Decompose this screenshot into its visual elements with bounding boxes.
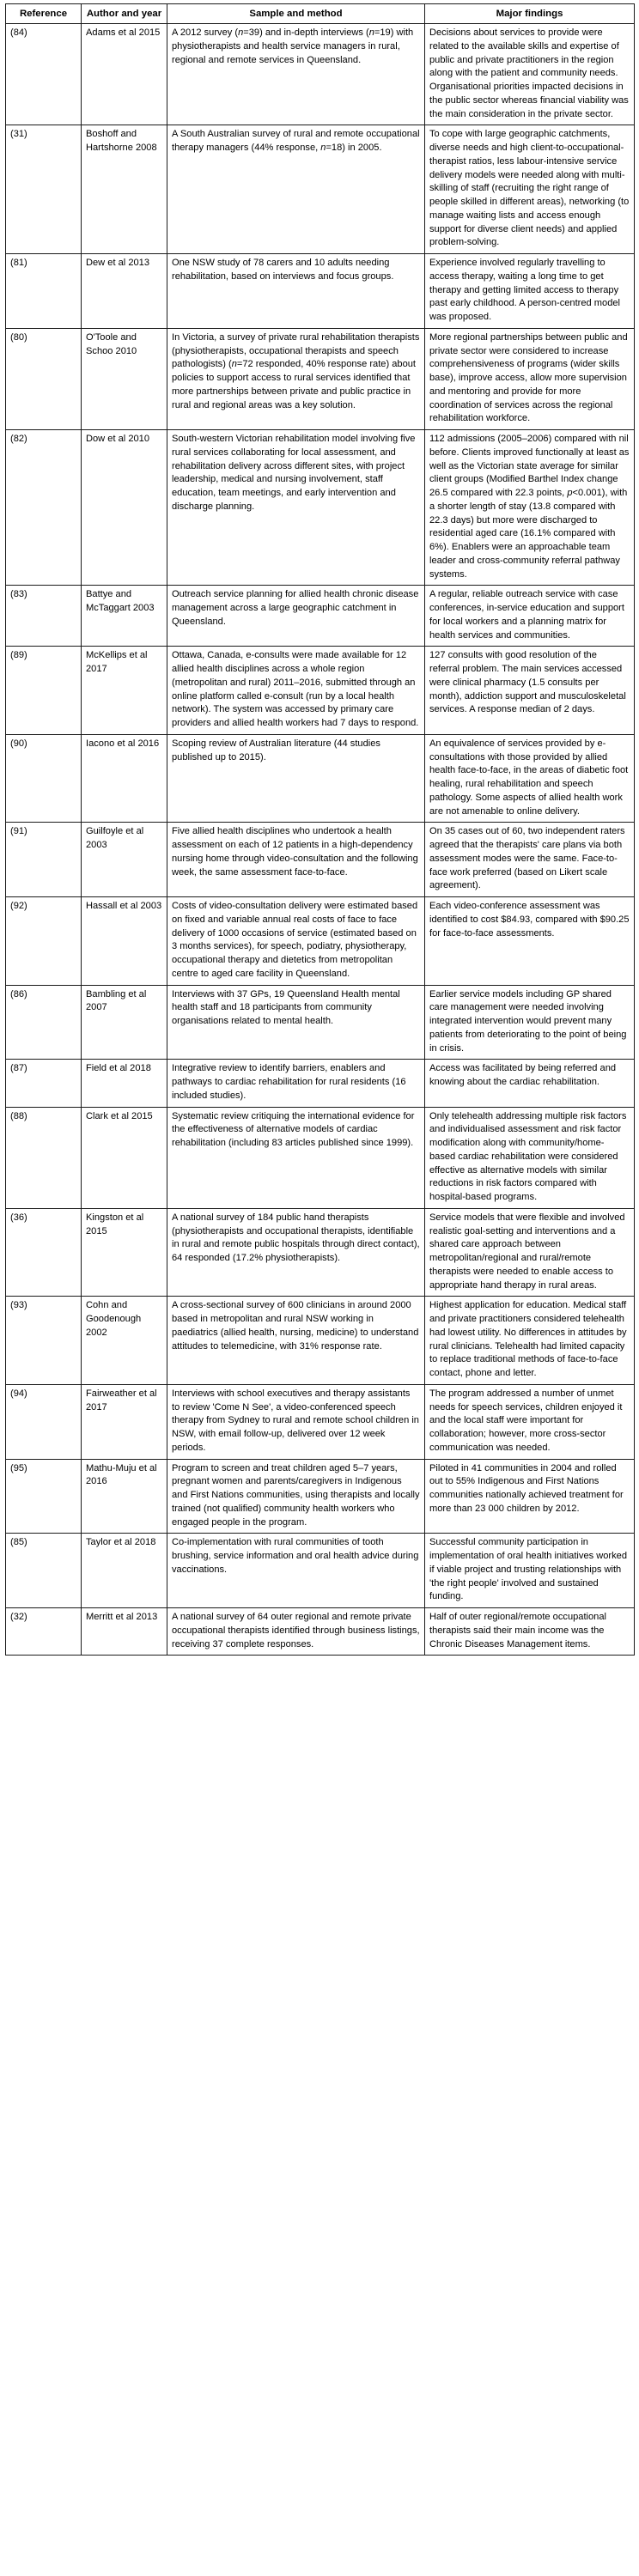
cell-major-findings (425, 1208, 635, 1297)
cell-sample-method (167, 254, 425, 329)
cell-sample-method-text: One NSW study of 78 carers and 10 adults needing rehabilitation, based on interviews and focus groups. (172, 258, 394, 282)
cell-sample-method-text: Interviews with school executives and therapy assistants to review 'Come N See', a video-conferenced speech therapy from Sydney to rural and remote school children in NSW, with email follow-up, delivered over 12 week periods. (172, 1388, 419, 1453)
cell-sample-method (167, 1534, 425, 1608)
cell-major-findings (425, 1384, 635, 1459)
table-row (6, 734, 635, 823)
cell-sample-method-text: In Victoria, a survey of private rural rehabilitation therapists (physiotherapists, occupational therapists and speech pathologists) (n=72 responded, 40% response rate) about policies to support access to rural services identified that more partnerships between private and public practice in rural and regional areas was a key solution. (172, 331, 420, 410)
cell-major-findings-text: Service models that were flexible and involved realistic goal-setting and interventions and a shared care approach between metropolitan/regional and rural/remote therapists were needed to enable access to appropriate hand therapy in rural areas. (429, 1212, 625, 1291)
cell-sample-method (167, 647, 425, 735)
cell-sample-method (167, 985, 425, 1060)
cell-author-year-text: McKellips et al 2017 (86, 650, 148, 675)
cell-major-findings-text: 127 consults with good resolution of the referral problem. The main services accessed were clinical pharmacy (1.5 consults per month), addiction support and musculoskeletal services. A response median of 2 days. (429, 650, 626, 715)
cell-reference (6, 430, 82, 586)
cell-author-year (82, 985, 167, 1060)
cell-reference-text: (84) (10, 27, 27, 39)
cell-sample-method-text: A national survey of 64 outer regional and remote private occupational therapists identified through business listings, receiving 37 complete responses. (172, 1612, 420, 1649)
cell-major-findings (425, 1297, 635, 1385)
table-row (6, 647, 635, 735)
cell-author-year (82, 125, 167, 254)
table-row (6, 1384, 635, 1459)
table-row (6, 254, 635, 329)
cell-author-year (82, 328, 167, 429)
cell-author-year (82, 1208, 167, 1297)
cell-major-findings-text: Successful community participation in implementation of oral health initiatives worked if viable project and trusting relationships with 'the right people' involved and sustained funding. (429, 1537, 628, 1602)
cell-reference-text: (90) (10, 738, 27, 749)
table-row (6, 823, 635, 897)
table-row (6, 125, 635, 254)
cell-sample-method (167, 586, 425, 647)
cell-reference-text: (95) (10, 1462, 27, 1473)
cell-sample-method-text: A national survey of 184 public hand therapists (physiotherapists and occupational therapists, identifiable in rural and remote public hospitals through direct contact), 64 responded (17.2% physiotherapists). (172, 1212, 420, 1264)
cell-sample-method-text: Outreach service planning for allied health chronic disease management across a large geographic catchment in Queensland. (172, 589, 419, 627)
cell-major-findings-text: Half of outer regional/remote occupational therapists said their main income was the Chronic Diseases Management items. (429, 1612, 606, 1649)
cell-author-year-text: Merritt et al 2013 (86, 1612, 158, 1623)
cell-reference (6, 1459, 82, 1534)
cell-major-findings (425, 823, 635, 897)
cell-reference (6, 1534, 82, 1608)
cell-author-year-text: Iacono et al 2016 (86, 738, 160, 749)
cell-sample-method (167, 1107, 425, 1208)
evidence-table (5, 3, 635, 1656)
cell-major-findings-text: 112 admissions (2005–2006) compared with nil before. Clients improved functionally at least as well as the Victorian state average for similar client groups (Modified Barthel Index change 26.5 compared with 22.3 points, p<0.001), with a shorter length of stay (13.8 compared with 22.3 days) but more were discharged to residential aged care (16.1% compared with 6%). Enablers were an approachable team leader and cross-community referral pathway systems. (429, 434, 630, 580)
cell-major-findings-text: Experience involved regularly travelling to access therapy, waiting a long time to get therapy and getting limited access to therapy past early childhood. A person-centred model was proposed. (429, 258, 621, 323)
cell-sample-method-text: A 2012 survey (n=39) and in-depth interviews (n=19) with physiotherapists and health service managers in rural, regional and remote services in Queensland. (172, 27, 414, 65)
cell-major-findings (425, 125, 635, 254)
cell-reference-text: (80) (10, 331, 27, 343)
cell-author-year (82, 1107, 167, 1208)
cell-reference-text: (83) (10, 589, 27, 600)
table-row (6, 1534, 635, 1608)
cell-sample-method-text: Interviews with 37 GPs, 19 Queensland Health mental health staff and 18 participants from community organisations related to mental health. (172, 988, 400, 1027)
cell-author-year (82, 823, 167, 897)
cell-sample-method-text: Ottawa, Canada, e-consults were made available for 12 allied health disciplines across a whole region (metropolitan and rural) 2011–2016, submitted through an online platform called e-consult (run by a local health network). The system was accessed by primary care providers and allied health workers had 7 days to respond. (172, 650, 419, 729)
cell-author-year (82, 430, 167, 586)
column-header-sample-method: Sample and method (167, 4, 425, 24)
cell-reference (6, 823, 82, 897)
table-row (6, 1060, 635, 1107)
cell-author-year (82, 254, 167, 329)
cell-reference (6, 734, 82, 823)
cell-major-findings (425, 430, 635, 586)
cell-reference (6, 328, 82, 429)
table-row (6, 1608, 635, 1656)
cell-author-year-text: Guilfoyle et al 2003 (86, 826, 144, 851)
cell-reference-text: (86) (10, 988, 27, 999)
cell-major-findings (425, 1060, 635, 1107)
cell-reference-text: (93) (10, 1300, 27, 1311)
column-header-author-year: Author and year (82, 4, 167, 24)
cell-sample-method-text: A cross-sectional survey of 600 clinicians in around 2000 based in metropolitan and rural NSW working in paediatrics (allied health, nursing, medicine) to understand attitudes to telemedicine, with 31% response rate. (172, 1300, 419, 1352)
cell-sample-method-text: South-western Victorian rehabilitation model involving five rural services collaborating for local assessment, and rehabilitation delivery across different sites, with project leadership, medical and nursing involvement, staff education, team meetings, and early intervention and discharge planning. (172, 434, 416, 512)
cell-sample-method-text: Systematic review critiquing the international evidence for the effectiveness of alternative models of cardiac rehabilitation (including 83 articles published since 1999). (172, 1110, 415, 1149)
table-row (6, 430, 635, 586)
cell-author-year (82, 1297, 167, 1385)
cell-sample-method-text: Scoping review of Australian literature (44 studies published up to 2015). (172, 738, 380, 762)
cell-major-findings-text: Each video-conference assessment was identified to cost $84.93, compared with $90.25 for face-to-face assessments. (429, 901, 630, 939)
cell-major-findings-text: To cope with large geographic catchments, diverse needs and high client-to-occupational-therapist ratios, less labour-intensive service delivery models were needed along with multi-skilling of staff (recruiting the right range of people skilled in different areas), networking (to manage waiting lists and access enough support for diverse client needs) and applied problem-solving. (429, 129, 630, 248)
cell-major-findings-text: Highest application for education. Medical staff and private practitioners considered telehealth had lowest utility. No differences in attitudes by rural clinicians. Telehealth had limited capacity to replace traditional methods of face-to-face contact, phone and letter. (429, 1300, 627, 1379)
cell-author-year-text: Hassall et al 2003 (86, 901, 162, 912)
cell-author-year-text: Field et al 2018 (86, 1063, 151, 1074)
cell-author-year-text: Bambling et al 2007 (86, 988, 147, 1013)
cell-major-findings-text: More regional partnerships between public and private sector were considered to increase comprehensiveness of programs (wider skills base), improve access, allow more supervision and mentoring and provide for more coordination of services across the regional rehabilitation workforce. (429, 331, 628, 424)
cell-author-year (82, 1060, 167, 1107)
cell-major-findings (425, 985, 635, 1060)
cell-sample-method (167, 1297, 425, 1385)
cell-author-year (82, 897, 167, 986)
cell-author-year (82, 1384, 167, 1459)
cell-sample-method (167, 328, 425, 429)
cell-author-year-text: Cohn and Goodenough 2002 (86, 1300, 142, 1338)
cell-reference-text: (89) (10, 650, 27, 661)
cell-sample-method (167, 734, 425, 823)
cell-reference-text: (82) (10, 434, 27, 445)
cell-major-findings (425, 734, 635, 823)
cell-reference (6, 1060, 82, 1107)
cell-author-year-text: Dew et al 2013 (86, 258, 150, 269)
cell-sample-method (167, 430, 425, 586)
cell-major-findings (425, 1534, 635, 1608)
table-row (6, 1459, 635, 1534)
cell-reference-text: (88) (10, 1110, 27, 1121)
cell-reference (6, 1107, 82, 1208)
cell-reference-text: (31) (10, 129, 27, 140)
table-header-row (6, 4, 635, 24)
cell-major-findings-text: Decisions about services to provide were related to the available skills and expertise of public and private practitioners in the region along with the patient and community needs. Organisational priorities impacted decisions in the public sector whereas financial viability was the main consideration in the private sector. (429, 27, 629, 119)
table-row (6, 1107, 635, 1208)
cell-reference (6, 254, 82, 329)
table-row (6, 586, 635, 647)
cell-major-findings (425, 1107, 635, 1208)
cell-sample-method (167, 897, 425, 986)
table-row (6, 897, 635, 986)
cell-reference (6, 1608, 82, 1656)
cell-major-findings (425, 1459, 635, 1534)
cell-major-findings (425, 328, 635, 429)
cell-reference (6, 586, 82, 647)
table-row (6, 328, 635, 429)
cell-author-year (82, 734, 167, 823)
cell-major-findings (425, 897, 635, 986)
cell-author-year (82, 24, 167, 125)
cell-major-findings (425, 1608, 635, 1656)
cell-reference (6, 985, 82, 1060)
cell-author-year (82, 647, 167, 735)
cell-sample-method (167, 1208, 425, 1297)
cell-reference (6, 647, 82, 735)
cell-sample-method (167, 1459, 425, 1534)
cell-author-year (82, 586, 167, 647)
cell-major-findings-text: Only telehealth addressing multiple risk factors and individualised assessment and risk factor modification along with community/home-based cardiac rehabilitation were considered effective as alternative models with similar reductions in risk factors compared with hospital-based programs. (429, 1110, 627, 1203)
cell-sample-method (167, 1384, 425, 1459)
cell-author-year-text: Clark et al 2015 (86, 1110, 153, 1121)
cell-author-year-text: Kingston et al 2015 (86, 1212, 144, 1236)
column-header-major-findings: Major findings (425, 4, 635, 24)
cell-reference (6, 125, 82, 254)
cell-sample-method-text: A South Australian survey of rural and remote occupational therapy managers (44% response, n=18) in 2005. (172, 129, 420, 154)
cell-author-year (82, 1608, 167, 1656)
cell-reference-text: (36) (10, 1212, 27, 1223)
table-row (6, 24, 635, 125)
table-row (6, 1208, 635, 1297)
cell-major-findings-text: Earlier service models including GP shared care management were needed involving integrated intervention would prevent many patients from deteriorating to the point of being in crisis. (429, 988, 627, 1054)
cell-major-findings-text: The program addressed a number of unmet needs for speech services, children enjoyed it and the local staff were important for collaboration; however, more cross-sector communication was needed. (429, 1388, 623, 1453)
cell-sample-method (167, 1060, 425, 1107)
cell-major-findings-text: On 35 cases out of 60, two independent raters agreed that the therapists' care plans via both assessment modes were the same. Face-to-face work preferred (based on Likert scale agreement). (429, 826, 625, 891)
cell-reference-text: (87) (10, 1063, 27, 1074)
cell-major-findings-text: Access was facilitated by being referred and knowing about the cardiac rehabilitation. (429, 1063, 617, 1088)
cell-reference-text: (81) (10, 258, 27, 269)
cell-major-findings (425, 586, 635, 647)
cell-author-year-text: Mathu-Muju et al 2016 (86, 1462, 157, 1487)
cell-sample-method (167, 125, 425, 254)
cell-sample-method-text: Five allied health disciplines who undertook a health assessment on each of 12 patients in a high-dependency nursing home through video-consultation and the following week, the same assessment face-to-face. (172, 826, 418, 878)
table-row (6, 985, 635, 1060)
cell-major-findings-text: A regular, reliable outreach service with case conferences, in-service education and support for local workers and a planning matrix for health services and communities. (429, 589, 624, 641)
cell-reference-text: (92) (10, 901, 27, 912)
cell-major-findings-text: Piloted in 41 communities in 2004 and rolled out to 55% Indigenous and First Nations communities nationally achieved treatment for more than 23 000 children by 2012. (429, 1462, 624, 1514)
cell-sample-method-text: Integrative review to identify barriers, enablers and pathways to cardiac rehabilitation for rural residents (16 included studies). (172, 1063, 406, 1101)
cell-reference-text: (94) (10, 1388, 27, 1399)
cell-major-findings (425, 254, 635, 329)
cell-reference (6, 1208, 82, 1297)
cell-reference-text: (91) (10, 826, 27, 837)
cell-sample-method (167, 24, 425, 125)
cell-reference-text: (32) (10, 1612, 27, 1623)
cell-author-year-text: Dow et al 2010 (86, 434, 150, 445)
cell-major-findings-text: An equivalence of services provided by e-consultations with those provided by allied health face-to-face, in the areas of diabetic foot healing, rural rehabilitation and speech pathology. Some aspects of allied health work are not amenable to online delivery. (429, 738, 629, 817)
cell-sample-method-text: Costs of video-consultation delivery were estimated based on fixed and variable annual real costs of face to face delivery of 1000 occasions of service (estimated based on 3 months services), for speech, podiatry, physiotherapy, occupational therapy and dietetics from metropolitan centre to aged care facility in Queensland. (172, 901, 418, 979)
cell-reference-text: (85) (10, 1537, 27, 1548)
cell-author-year-text: O'Toole and Schoo 2010 (86, 331, 137, 356)
cell-reference (6, 1384, 82, 1459)
cell-author-year-text: Adams et al 2015 (86, 27, 161, 39)
cell-sample-method (167, 823, 425, 897)
cell-author-year-text: Battye and McTaggart 2003 (86, 589, 155, 614)
cell-sample-method-text: Program to screen and treat children aged 5–7 years, pregnant women and parents/caregivers in Indigenous and First Nations communities, using therapists and locally trained (not qualified) community health workers who engaged people in the program. (172, 1462, 420, 1528)
table-row (6, 1297, 635, 1385)
cell-author-year (82, 1459, 167, 1534)
cell-sample-method-text: Co-implementation with rural communities of tooth brushing, service information and oral health advice during vaccinations. (172, 1537, 419, 1575)
column-header-reference: Reference (6, 4, 82, 24)
cell-author-year-text: Boshoff and Hartshorne 2008 (86, 129, 157, 154)
cell-author-year (82, 1534, 167, 1608)
cell-reference (6, 24, 82, 125)
cell-reference (6, 897, 82, 986)
table-header (6, 4, 635, 24)
cell-major-findings (425, 647, 635, 735)
cell-major-findings (425, 24, 635, 125)
cell-author-year-text: Fairweather et al 2017 (86, 1388, 157, 1413)
cell-author-year-text: Taylor et al 2018 (86, 1537, 156, 1548)
cell-sample-method (167, 1608, 425, 1656)
cell-reference (6, 1297, 82, 1385)
table-body (6, 24, 635, 1656)
